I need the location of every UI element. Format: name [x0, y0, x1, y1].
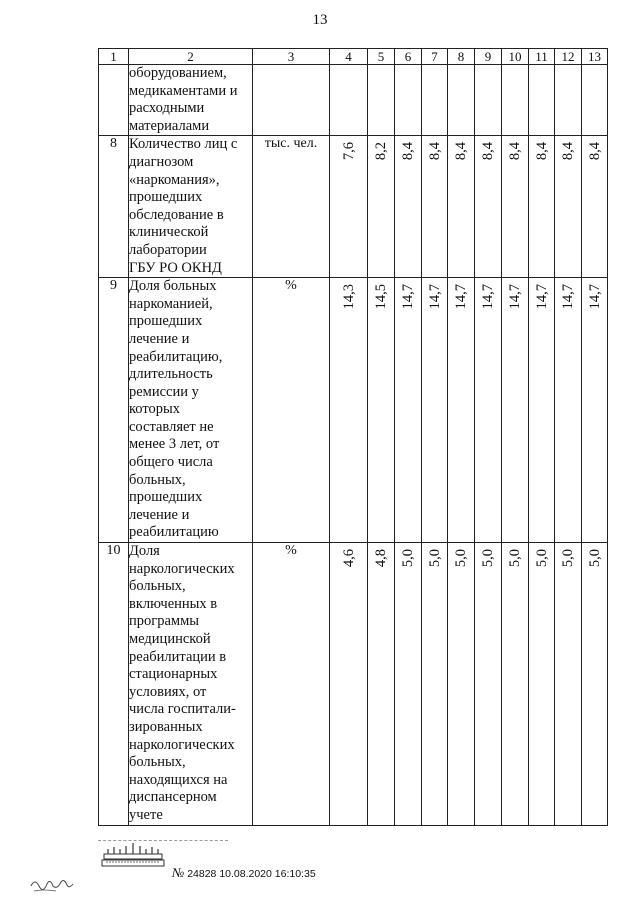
- indicator-name-line: медикаментами и: [129, 82, 238, 99]
- indicator-name-line: больных,: [129, 754, 186, 771]
- column-header-10: 10: [502, 49, 529, 65]
- indicator-name-line: Количество лиц с: [129, 136, 238, 153]
- value-text: 14,7: [452, 284, 469, 310]
- indicator-name: [129, 278, 253, 543]
- value-text: 14,7: [533, 284, 550, 310]
- value-cell: [555, 65, 582, 136]
- indicator-name-line: которых: [129, 401, 181, 418]
- row-number: 10: [99, 543, 129, 826]
- value-text: 8,4: [426, 142, 443, 161]
- value-cell: [475, 136, 502, 278]
- value-cell: [422, 65, 448, 136]
- indicator-name-line: диспансерном: [129, 789, 217, 806]
- indicator-name-line: зированных: [129, 718, 203, 735]
- column-header-11: 11: [529, 49, 555, 65]
- value-text: 5,0: [586, 549, 603, 568]
- value-text: 14,7: [559, 284, 576, 310]
- value-cell: [422, 278, 448, 543]
- indicator-name: [129, 543, 253, 826]
- handwritten-mark-icon: [28, 872, 78, 894]
- table-row: [99, 136, 608, 278]
- column-header-4: 4: [330, 49, 368, 65]
- value-cell: [555, 543, 582, 826]
- value-cell: [368, 136, 395, 278]
- value-cell: [395, 278, 422, 543]
- value-text: 14,7: [399, 284, 416, 310]
- value-cell: [368, 278, 395, 543]
- indicator-name-line: диагнозом: [129, 153, 194, 170]
- indicator-name-line: ГБУ РО ОКНД: [129, 259, 222, 276]
- value-text: 8,4: [533, 142, 550, 161]
- indicator-name-line: наркологических: [129, 736, 235, 753]
- column-header-12: 12: [555, 49, 582, 65]
- indicator-name: [129, 65, 253, 136]
- indicator-name-line: прошедших: [129, 189, 203, 206]
- registration-timestamp: 10.08.2020 16:10:35: [219, 868, 316, 880]
- value-cell: [555, 278, 582, 543]
- column-header-1: 1: [99, 49, 129, 65]
- value-cell: [475, 543, 502, 826]
- value-cell: [330, 136, 368, 278]
- value-text: 8,4: [399, 142, 416, 161]
- column-header-7: 7: [422, 49, 448, 65]
- indicator-name-line: обследование в: [129, 206, 224, 223]
- value-cell: [395, 65, 422, 136]
- indicator-name-line: медицинской: [129, 631, 211, 647]
- indicator-name-line: больных,: [129, 578, 186, 595]
- indicator-name-line: больных,: [129, 471, 186, 488]
- value-cell: [529, 543, 555, 826]
- value-text: 5,0: [506, 549, 523, 568]
- value-text: 8,4: [586, 142, 603, 161]
- value-cell: [448, 543, 475, 826]
- indicator-name-line: длительность: [129, 366, 213, 383]
- value-text: 5,0: [426, 549, 443, 568]
- value-text: 5,0: [559, 549, 576, 568]
- indicator-name-line: реабилитацию: [129, 524, 219, 541]
- indicator-name-line: реабилитации в: [129, 648, 227, 665]
- column-header-6: 6: [395, 49, 422, 65]
- table-row: [99, 65, 608, 136]
- value-cell: [422, 136, 448, 278]
- emblem-stamp-icon: [100, 840, 166, 868]
- value-cell: [529, 136, 555, 278]
- indicator-name-line: прошедших: [129, 313, 203, 330]
- value-cell: [502, 136, 529, 278]
- value-cell: [448, 278, 475, 543]
- value-cell: [330, 278, 368, 543]
- unit-of-measure: тыс. чел.: [253, 136, 330, 278]
- indicator-name-line: числа госпитали-: [129, 701, 236, 718]
- value-cell: [368, 65, 395, 136]
- indicator-name-line: стационарных: [129, 666, 218, 683]
- indicator-name-line: общего числа: [129, 454, 213, 471]
- value-cell: [582, 65, 608, 136]
- indicator-name-line: находящихся на: [129, 771, 228, 788]
- indicator-name-line: менее 3 лет, от: [129, 436, 220, 453]
- column-header-9: 9: [475, 49, 502, 65]
- value-cell: [529, 278, 555, 543]
- value-text: 5,0: [533, 549, 550, 568]
- row-number: 9: [99, 278, 129, 543]
- value-cell: [502, 278, 529, 543]
- unit-of-measure: %: [253, 278, 330, 543]
- document-registration-stamp: [172, 865, 316, 881]
- indicator-name-line: ремиссии у: [129, 383, 199, 400]
- indicator-name-line: оборудованием,: [129, 65, 227, 81]
- value-text: 5,0: [479, 549, 496, 568]
- value-cell: [395, 136, 422, 278]
- value-cell: [475, 65, 502, 136]
- row-number: [99, 65, 129, 136]
- indicator-name-line: условиях, от: [129, 683, 207, 700]
- column-header-5: 5: [368, 49, 395, 65]
- value-text: 14,7: [586, 284, 603, 310]
- value-text: 5,0: [452, 549, 469, 568]
- value-text: 14,3: [340, 284, 357, 310]
- value-cell: [395, 543, 422, 826]
- document-number: 24828: [187, 868, 217, 880]
- value-text: 14,7: [479, 284, 496, 310]
- indicator-name-line: наркологических: [129, 560, 235, 577]
- value-text: 14,5: [372, 284, 389, 310]
- value-cell: [502, 65, 529, 136]
- table-row: [99, 278, 608, 543]
- indicator-table: [98, 48, 608, 826]
- indicator-name-line: клинической: [129, 224, 209, 241]
- indicator-name-line: лечение и: [129, 330, 190, 347]
- table-header-row: [99, 49, 608, 65]
- value-cell: [555, 136, 582, 278]
- unit-of-measure: %: [253, 543, 330, 826]
- indicator-name-line: материалами: [129, 117, 210, 134]
- indicator-name-line: «наркомания»,: [129, 171, 220, 188]
- indicator-name-line: Доля больных: [129, 278, 217, 295]
- column-header-3: 3: [253, 49, 330, 65]
- number-sign: №: [172, 865, 185, 880]
- row-number: 8: [99, 136, 129, 278]
- value-cell: [582, 136, 608, 278]
- value-text: 8,4: [452, 142, 469, 161]
- column-header-13: 13: [582, 49, 608, 65]
- value-text: 7,6: [340, 142, 357, 161]
- value-text: 8,4: [559, 142, 576, 161]
- value-cell: [330, 65, 368, 136]
- value-text: 4,8: [372, 549, 389, 568]
- value-cell: [582, 543, 608, 826]
- value-text: 14,7: [426, 284, 443, 310]
- value-cell: [448, 136, 475, 278]
- value-text: 5,0: [399, 549, 416, 568]
- table-row: [99, 543, 608, 826]
- indicator-name-line: реабилитацию,: [129, 348, 223, 365]
- page-number: 13: [312, 12, 328, 28]
- indicator-name-line: включенных в: [129, 595, 218, 612]
- indicator-name-line: расходными: [129, 100, 205, 117]
- value-cell: [475, 278, 502, 543]
- value-cell: [502, 543, 529, 826]
- value-text: 8,4: [506, 142, 523, 161]
- value-cell: [422, 543, 448, 826]
- indicator-name-line: составляет не: [129, 418, 214, 435]
- indicator-name-line: учете: [129, 806, 163, 823]
- value-cell: [448, 65, 475, 136]
- indicator-name-line: наркоманией,: [129, 295, 213, 312]
- value-text: 8,2: [372, 142, 389, 161]
- column-header-2: 2: [129, 49, 253, 65]
- value-text: 4,6: [340, 549, 357, 568]
- indicator-name-line: программы: [129, 613, 199, 630]
- column-header-8: 8: [448, 49, 475, 65]
- unit-of-measure: [253, 65, 330, 136]
- value-cell: [368, 543, 395, 826]
- value-text: 14,7: [506, 284, 523, 310]
- indicator-name: [129, 136, 253, 278]
- indicator-name-line: лаборатории: [129, 241, 207, 258]
- value-text: 8,4: [479, 142, 496, 161]
- indicator-name-line: прошедших: [129, 489, 203, 506]
- indicator-name-line: лечение и: [129, 506, 190, 523]
- indicator-name-line: Доля: [129, 543, 160, 560]
- value-cell: [582, 278, 608, 543]
- value-cell: [529, 65, 555, 136]
- value-cell: [330, 543, 368, 826]
